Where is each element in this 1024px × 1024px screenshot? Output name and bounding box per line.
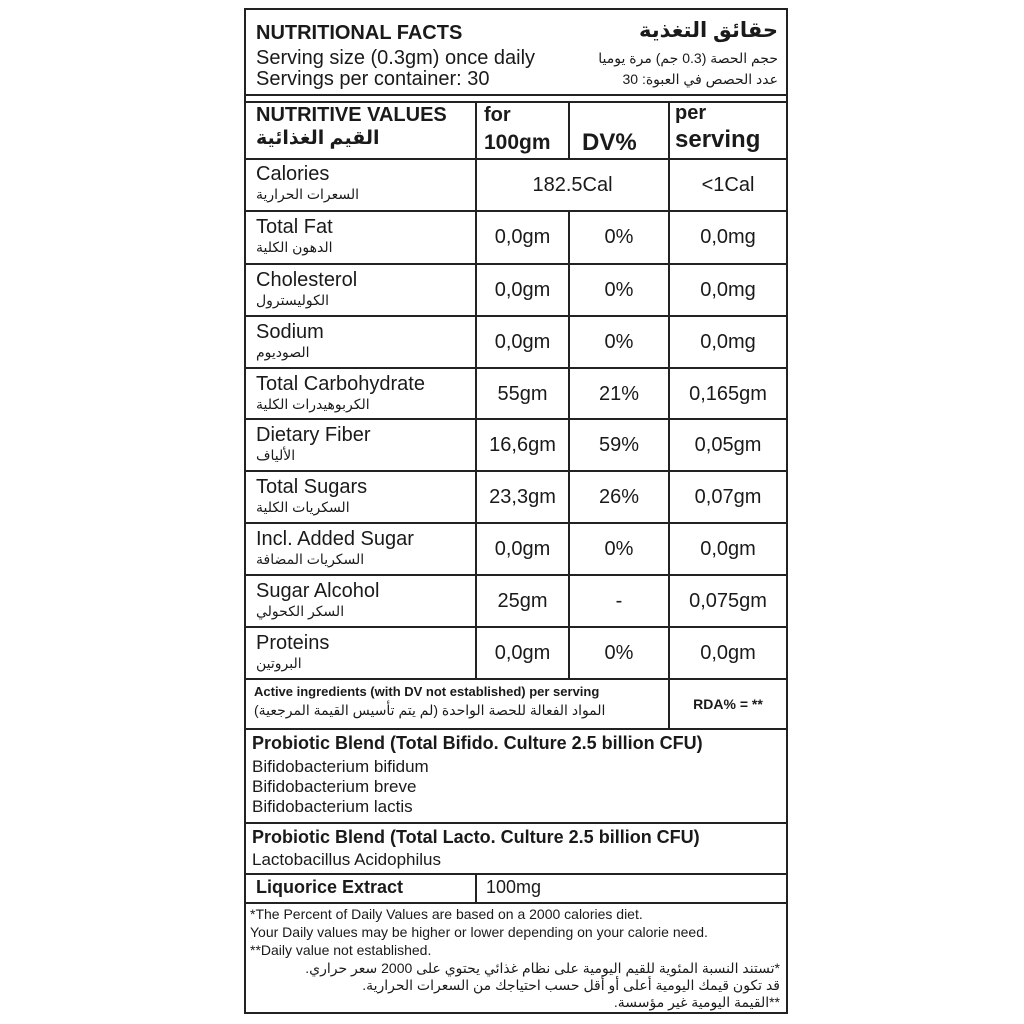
servings-per-container-en: Servings per container: 30: [256, 68, 490, 90]
title-ar: حقائق التغذية: [638, 19, 778, 42]
footnote-ar: *تستند النسبة المئوية للقيم اليومية على نظام غذائي يحتوي على 2000 سعر حراري.: [305, 960, 780, 976]
nutrient-name-ar: الكوليسترول: [256, 292, 329, 308]
row-divider: [246, 822, 786, 824]
daily-value-percent: 59%: [598, 433, 640, 456]
value-per-serving: 0,0gm: [700, 641, 756, 664]
nutrient-name-ar: الكربوهيدرات الكلية: [256, 396, 370, 412]
daily-value-percent: 0%: [604, 278, 634, 301]
rda-note: RDA% = **: [693, 696, 763, 712]
footnote-ar: **القيمة اليومية غير مؤسسة.: [613, 994, 780, 1010]
value-per-100gm: 0,0gm: [494, 330, 551, 353]
value-per-serving: 0,0mg: [700, 278, 756, 301]
title-en: NUTRITIONAL FACTS: [256, 22, 463, 44]
liquorice-extract-value: 100mg: [486, 877, 542, 897]
nutrition-facts-label: [244, 8, 788, 1014]
serving-size-ar: حجم الحصة (0.3 جم) مرة يوميا: [598, 50, 778, 66]
bifido-strain: Bifidobacterium lactis: [252, 797, 413, 816]
value-per-100gm: 0,0gm: [494, 225, 551, 248]
row-divider: [246, 873, 786, 875]
value-per-100gm: 55gm: [497, 382, 548, 405]
dv-percent-header: DV%: [582, 129, 637, 156]
nutrient-name-ar: السكر الكحولي: [256, 603, 345, 619]
active-ingredients-en: Active ingredients (with DV not established) per serving: [254, 684, 600, 699]
footnote-en: *The Percent of Daily Values are based on a 2000 calories diet.: [250, 906, 643, 922]
nutrient-name-ar: الصوديوم: [256, 344, 310, 360]
footnote-ar: قد تكون قيمك اليومية أعلى أو أقل حسب احتياجك من السعرات الحرارية.: [362, 977, 780, 993]
value-per-serving: 0,0mg: [700, 225, 756, 248]
nutrient-name-en: Total Sugars: [256, 476, 368, 498]
column-divider: [475, 873, 477, 902]
nutrient-name-en: Sodium: [256, 321, 324, 343]
nutrient-name-ar: السكريات الكلية: [256, 499, 350, 515]
value-per-100gm: 25gm: [497, 589, 548, 612]
for-label: for: [484, 104, 511, 126]
nutrient-name-en: Dietary Fiber: [256, 424, 371, 446]
nutrient-name-en: Total Fat: [256, 216, 333, 238]
daily-value-percent: 21%: [598, 382, 640, 405]
per-100gm-label: 100gm: [484, 131, 551, 154]
value-per-100gm: 0,0gm: [494, 537, 551, 560]
calories-per-serving: <1Cal: [701, 173, 755, 196]
footnote-en: **Daily value not established.: [250, 942, 432, 958]
nutritive-values-en: NUTRITIVE VALUES: [256, 104, 447, 126]
value-per-100gm: 23,3gm: [489, 485, 556, 508]
nutrient-name-ar: السكريات المضافة: [256, 551, 365, 567]
nutrient-name-en: Sugar Alcohol: [256, 580, 380, 602]
value-per-serving: 0,0gm: [700, 537, 756, 560]
daily-value-percent: 0%: [604, 641, 634, 664]
nutrient-name-en: Cholesterol: [256, 269, 358, 291]
nutrient-name-ar: السعرات الحرارية: [256, 186, 360, 202]
nutritive-values-ar: القيم الغذائية: [256, 128, 380, 149]
value-per-serving: 0,0mg: [700, 330, 756, 353]
value-per-serving: 0,165gm: [689, 382, 767, 405]
lacto-strain: Lactobacillus Acidophilus: [252, 850, 442, 869]
serving-label: serving: [675, 126, 761, 153]
value-per-serving: 0,075gm: [689, 589, 767, 612]
bifido-blend-title: Probiotic Blend (Total Bifido. Culture 2.5 billion CFU): [252, 733, 703, 753]
daily-value-percent: 26%: [598, 485, 640, 508]
header-separator: [246, 94, 786, 96]
nutrient-name-en: Total Carbohydrate: [256, 373, 425, 395]
row-divider: [246, 902, 786, 904]
value-per-100gm: 0,0gm: [494, 278, 551, 301]
footnote-en: Your Daily values may be higher or lower depending on your calorie need.: [250, 924, 708, 940]
nutrient-name-ar: الألياف: [256, 447, 296, 463]
value-per-100gm: 16,6gm: [489, 433, 556, 456]
per-label: per: [675, 102, 707, 124]
nutrient-name-en: Proteins: [256, 632, 330, 654]
row-divider: [246, 728, 786, 730]
liquorice-extract-label: Liquorice Extract: [256, 877, 404, 897]
daily-value-percent: 0%: [604, 225, 634, 248]
bifido-strain: Bifidobacterium bifidum: [252, 757, 429, 776]
value-per-serving: 0,05gm: [694, 433, 762, 456]
value-per-serving: 0,07gm: [694, 485, 762, 508]
value-per-100gm: 0,0gm: [494, 641, 551, 664]
nutrient-name-ar: البروتين: [256, 655, 302, 671]
serving-size-en: Serving size (0.3gm) once daily: [256, 47, 536, 69]
nutrient-name-en: Incl. Added Sugar: [256, 528, 414, 550]
nutrient-name-en: Calories: [256, 163, 330, 185]
daily-value-percent: -: [615, 589, 623, 612]
active-ingredients-ar: المواد الفعالة للحصة الواحدة (لم يتم تأسيس القيمة المرجعية): [254, 702, 606, 718]
daily-value-percent: 0%: [604, 330, 634, 353]
nutrient-name-ar: الدهون الكلية: [256, 239, 333, 255]
bifido-strain: Bifidobacterium breve: [252, 777, 417, 796]
lacto-blend-title: Probiotic Blend (Total Lacto. Culture 2.5 billion CFU): [252, 827, 700, 847]
servings-per-container-ar: عدد الحصص في العبوة: 30: [622, 71, 778, 87]
calories-per-100gm: 182.5Cal: [532, 173, 613, 196]
daily-value-percent: 0%: [604, 537, 634, 560]
column-divider: [568, 103, 570, 158]
